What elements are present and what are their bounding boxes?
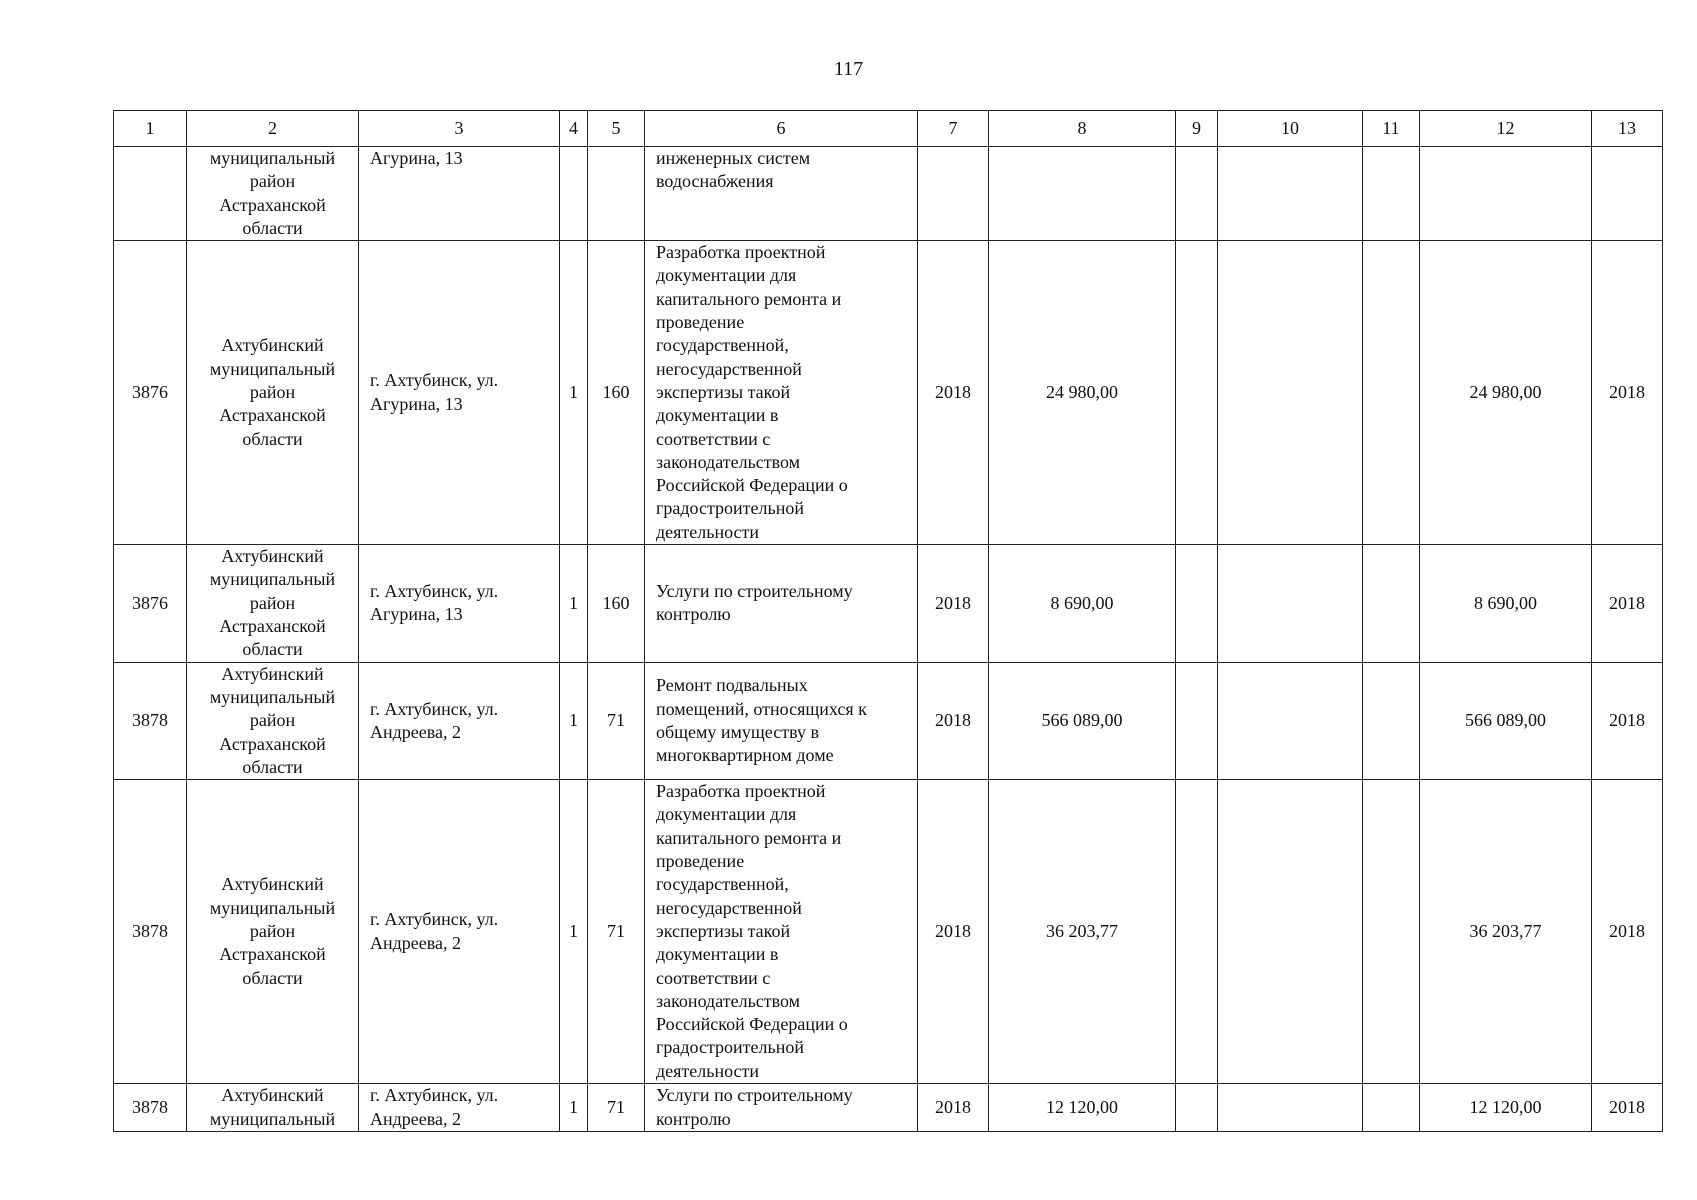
cell-year: 2018 xyxy=(918,780,989,1084)
cell-col4: 1 xyxy=(560,662,588,779)
cell-col10 xyxy=(1218,1084,1363,1132)
cell-col5: 71 xyxy=(588,780,645,1084)
cell-col4 xyxy=(560,147,588,241)
cell-col5 xyxy=(588,147,645,241)
cell-id: 3876 xyxy=(114,241,187,545)
cell-address: г. Ахтубинск, ул. Андреева, 2 xyxy=(359,662,560,779)
cell-address: г. Ахтубинск, ул. Агурина, 13 xyxy=(359,241,560,545)
cell-id: 3878 xyxy=(114,1084,187,1132)
cell-municipality: Ахтубинский муниципальный район Астраханской области xyxy=(187,780,359,1084)
table-row xyxy=(114,545,1663,662)
column-header: 5 xyxy=(588,111,645,147)
cell-year: 2018 xyxy=(918,241,989,545)
cell-work-type: инженерных систем водоснабжения xyxy=(645,147,918,241)
cell-address: г. Ахтубинск, ул. Агурина, 13 xyxy=(359,545,560,662)
cell-col13: 2018 xyxy=(1592,780,1663,1084)
table-row xyxy=(114,241,1663,545)
cell-work-type: Ремонт подвальных помещений, относящихся к общему имуществу в многоквартирном доме xyxy=(645,662,918,779)
cell-year: 2018 xyxy=(918,545,989,662)
column-header: 11 xyxy=(1363,111,1420,147)
cell-municipality: Ахтубинский муниципальный xyxy=(187,1084,359,1132)
column-header: 1 xyxy=(114,111,187,147)
cell-col12: 36 203,77 xyxy=(1420,780,1592,1084)
cell-col4: 1 xyxy=(560,241,588,545)
column-header: 10 xyxy=(1218,111,1363,147)
cell-col9 xyxy=(1176,1084,1218,1132)
column-header: 9 xyxy=(1176,111,1218,147)
cell-col4: 1 xyxy=(560,545,588,662)
cell-col12: 24 980,00 xyxy=(1420,241,1592,545)
cell-col5: 160 xyxy=(588,241,645,545)
cell-col10 xyxy=(1218,780,1363,1084)
cell-col9 xyxy=(1176,241,1218,545)
cell-col9 xyxy=(1176,780,1218,1084)
cell-col11 xyxy=(1363,662,1420,779)
table-header-row xyxy=(114,111,1663,147)
cell-col10 xyxy=(1218,545,1363,662)
cell-col10 xyxy=(1218,241,1363,545)
cell-col9 xyxy=(1176,147,1218,241)
cell-col11 xyxy=(1363,1084,1420,1132)
cell-col12: 12 120,00 xyxy=(1420,1084,1592,1132)
cell-municipality: муниципальный район Астраханской области xyxy=(187,147,359,241)
cell-municipality: Ахтубинский муниципальный район Астраханской области xyxy=(187,662,359,779)
cell-col4: 1 xyxy=(560,780,588,1084)
column-header: 7 xyxy=(918,111,989,147)
cell-col10 xyxy=(1218,662,1363,779)
cell-col5: 160 xyxy=(588,545,645,662)
cell-work-type: Разработка проектной документации для капитального ремонта и проведение государственной, негосударственной экспертизы такой документации в соответствии с законодательством Российской Федерации о градостроительной деятельности xyxy=(645,241,918,545)
cell-amount: 12 120,00 xyxy=(989,1084,1176,1132)
cell-col9 xyxy=(1176,662,1218,779)
cell-col12 xyxy=(1420,147,1592,241)
cell-col13: 2018 xyxy=(1592,545,1663,662)
cell-col13: 2018 xyxy=(1592,662,1663,779)
cell-address: г. Ахтубинск, ул. Андреева, 2 xyxy=(359,1084,560,1132)
cell-col13: 2018 xyxy=(1592,241,1663,545)
cell-address: Агурина, 13 xyxy=(359,147,560,241)
cell-col5: 71 xyxy=(588,662,645,779)
cell-col5: 71 xyxy=(588,1084,645,1132)
cell-col12: 566 089,00 xyxy=(1420,662,1592,779)
cell-id: 3878 xyxy=(114,780,187,1084)
cell-id: 3876 xyxy=(114,545,187,662)
cell-col13 xyxy=(1592,147,1663,241)
cell-amount: 36 203,77 xyxy=(989,780,1176,1084)
column-header: 4 xyxy=(560,111,588,147)
table-row xyxy=(114,662,1663,779)
cell-work-type: Услуги по строительному контролю xyxy=(645,545,918,662)
column-header: 13 xyxy=(1592,111,1663,147)
cell-col11 xyxy=(1363,780,1420,1084)
column-header: 8 xyxy=(989,111,1176,147)
cell-amount: 24 980,00 xyxy=(989,241,1176,545)
cell-col9 xyxy=(1176,545,1218,662)
cell-col12: 8 690,00 xyxy=(1420,545,1592,662)
cell-col11 xyxy=(1363,147,1420,241)
cell-work-type: Разработка проектной документации для капитального ремонта и проведение государственной, негосударственной экспертизы такой документации в соответствии с законодательством Российской Федерации о градостроительной деятельности xyxy=(645,780,918,1084)
cell-id xyxy=(114,147,187,241)
cell-amount: 566 089,00 xyxy=(989,662,1176,779)
cell-work-type: Услуги по строительному контролю xyxy=(645,1084,918,1132)
cell-col11 xyxy=(1363,241,1420,545)
page-number: 117 xyxy=(833,58,864,80)
cell-municipality: Ахтубинский муниципальный район Астраханской области xyxy=(187,241,359,545)
cell-col4: 1 xyxy=(560,1084,588,1132)
cell-address: г. Ахтубинск, ул. Андреева, 2 xyxy=(359,780,560,1084)
cell-id: 3878 xyxy=(114,662,187,779)
cell-municipality: Ахтубинский муниципальный район Астраханской области xyxy=(187,545,359,662)
cell-year: 2018 xyxy=(918,662,989,779)
column-header: 12 xyxy=(1420,111,1592,147)
column-header: 6 xyxy=(645,111,918,147)
cell-amount: 8 690,00 xyxy=(989,545,1176,662)
column-header: 3 xyxy=(359,111,560,147)
cell-year: 2018 xyxy=(918,1084,989,1132)
cell-col10 xyxy=(1218,147,1363,241)
column-header: 2 xyxy=(187,111,359,147)
cell-col13: 2018 xyxy=(1592,1084,1663,1132)
cell-col11 xyxy=(1363,545,1420,662)
cell-amount xyxy=(989,147,1176,241)
table-row xyxy=(114,1084,1663,1132)
cell-year xyxy=(918,147,989,241)
table-row xyxy=(114,147,1663,241)
data-table xyxy=(113,110,1663,1132)
table-row xyxy=(114,780,1663,1084)
